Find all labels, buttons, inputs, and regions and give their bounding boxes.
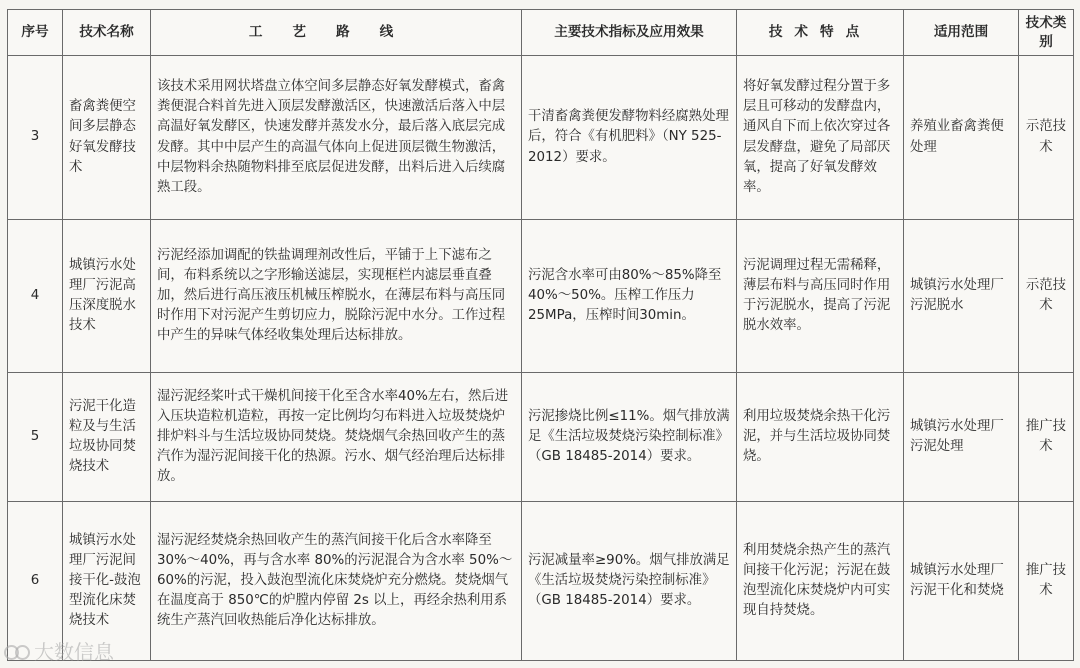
row-no: 5 xyxy=(8,373,63,502)
row-type: 推广技术 xyxy=(1019,501,1074,660)
row-feature: 将好氧发酵过程分置于多层且可移动的发酵盘内，通风自下而上依次穿过各层发酵盘，避免了局部厌氧，提高了好氧发酵效率。 xyxy=(737,56,904,220)
row-route: 湿污泥经桨叶式干燥机间接干化至含水率40%左右，然后进入压块造粒机造粒，再按一定比例均匀布料进入垃圾焚烧炉排炉料斗与生活垃圾协同焚烧。焚烧烟气余热回收产生的蒸汽作为湿污泥间接干化的热源。污水、烟气经治理后达标排放。 xyxy=(151,373,522,502)
watermark-logo-icon xyxy=(4,640,30,662)
row-feature: 利用焚烧余热产生的蒸汽间接干化污泥；污泥在鼓泡型流化床焚烧炉内可实现自持焚烧。 xyxy=(737,501,904,660)
row-scope: 养殖业畜禽粪便处理 xyxy=(904,56,1019,220)
row-no: 6 xyxy=(8,501,63,660)
row-indicator: 污泥含水率可由80%～85%降至40%～50%。压榨工作压力25MPa，压榨时间30min。 xyxy=(522,220,737,373)
row-route: 污泥经添加调配的铁盐调理剂改性后，平铺于上下滤布之间，布料系统以之字形输送滤层，实现框栏内滤层垂直叠加，然后进行高压液压机械压榨脱水，在薄层布料与高压同时作用下对污泥产生剪切应力，脱除污泥中水分。工作过程中产生的异味气体经收集处理后达标排放。 xyxy=(151,220,522,373)
header-name: 技术名称 xyxy=(63,10,151,56)
row-no: 4 xyxy=(8,220,63,373)
row-scope: 城镇污水处理厂污泥脱水 xyxy=(904,220,1019,373)
table-row xyxy=(8,501,1074,660)
row-type: 示范技术 xyxy=(1019,56,1074,220)
row-indicator: 污泥减量率≥90%。烟气排放满足《生活垃圾焚烧污染控制标准》（GB 18485-2014）要求。 xyxy=(522,501,737,660)
header-type: 技术类别 xyxy=(1019,10,1074,56)
table-row xyxy=(8,56,1074,220)
row-type: 推广技术 xyxy=(1019,373,1074,502)
row-name: 污泥干化造粒及与生活垃圾协同焚烧技术 xyxy=(63,373,151,502)
row-feature: 利用垃圾焚烧余热干化污泥，并与生活垃圾协同焚烧。 xyxy=(737,373,904,502)
watermark-text: 大数信息 xyxy=(34,640,114,664)
row-route: 湿污泥经焚烧余热回收产生的蒸汽间接干化后含水率降至 30%～40%，再与含水率 80%的污泥混合为含水率 50%～60%的污泥，投入鼓泡型流化床焚烧炉充分燃烧。焚烧烟气在温度高于 850℃的炉膛内停留 2s 以上，再经余热利用系统生产蒸汽回收热能后净化达标排放。 xyxy=(151,501,522,660)
row-type: 示范技术 xyxy=(1019,220,1074,373)
header-no: 序号 xyxy=(8,10,63,56)
technology-table xyxy=(7,9,1074,661)
row-no: 3 xyxy=(8,56,63,220)
row-route: 该技术采用网状塔盘立体空间多层静态好氧发酵模式，畜禽粪便混合料首先进入顶层发酵激活区，快速激活后落入中层高温好氧发酵区，快速发酵并蒸发水分，最后落入底层完成发酵。其中中层产生的高温气体向上促进顶层微生物激活，中层物料余热随物料排至底层促进发酵，出料后进入后续腐熟工段。 xyxy=(151,56,522,220)
row-feature: 污泥调理过程无需稀释，薄层布料与高压同时作用于污泥脱水，提高了污泥脱水效率。 xyxy=(737,220,904,373)
table-row xyxy=(8,373,1074,502)
table-row xyxy=(8,220,1074,373)
header-row xyxy=(8,10,1074,56)
row-indicator: 干清畜禽粪便发酵物料经腐熟处理后，符合《有机肥料》（NY 525-2012）要求。 xyxy=(522,56,737,220)
row-name: 城镇污水处理厂污泥间接干化-鼓泡型流化床焚烧技术 xyxy=(63,501,151,660)
header-feature: 技术特点 xyxy=(737,10,904,56)
row-indicator: 污泥掺烧比例≤11%。烟气排放满足《生活垃圾焚烧污染控制标准》（GB 18485-2014）要求。 xyxy=(522,373,737,502)
header-route: 工艺路线 xyxy=(151,10,522,56)
header-indicator: 主要技术指标及应用效果 xyxy=(522,10,737,56)
header-scope: 适用范围 xyxy=(904,10,1019,56)
watermark xyxy=(4,636,114,665)
row-name: 畜禽粪便空间多层静态好氧发酵技术 xyxy=(63,56,151,220)
row-name: 城镇污水处理厂污泥高压深度脱水技术 xyxy=(63,220,151,373)
row-scope: 城镇污水处理厂污泥处理 xyxy=(904,373,1019,502)
row-scope: 城镇污水处理厂污泥干化和焚烧 xyxy=(904,501,1019,660)
